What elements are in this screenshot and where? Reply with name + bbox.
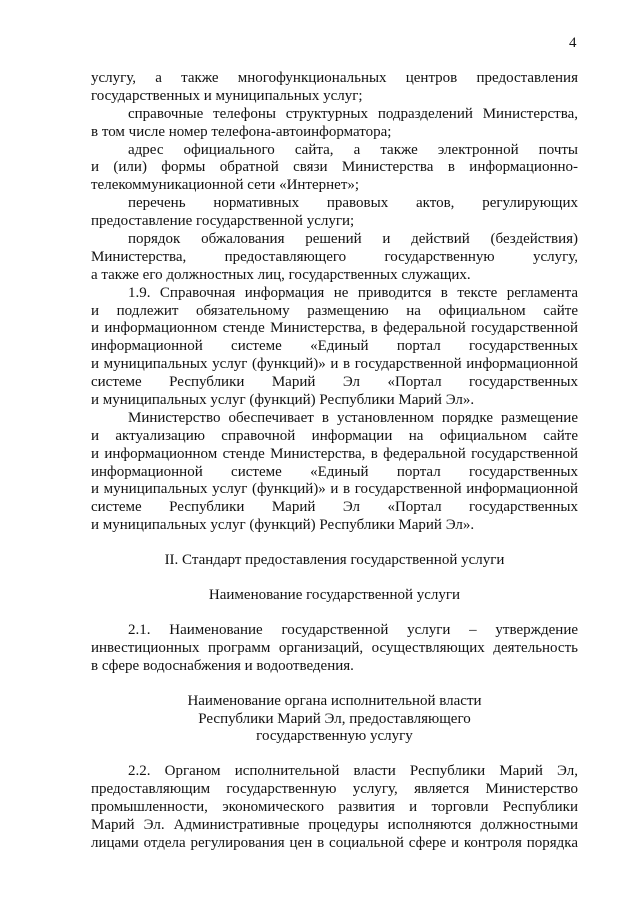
paragraph — [91, 106, 578, 142]
block-spacer — [91, 605, 578, 622]
text-line: 1.9. Справочная информация не приводится в тексте регламента — [128, 284, 578, 301]
text-line: государственных и муниципальных услуг; — [91, 87, 363, 104]
text-line: порядок обжалования решений и действий (бездействия) — [128, 231, 578, 248]
paragraph — [91, 70, 578, 106]
text-line: в сфере водоснабжения и водоотведения. — [91, 657, 354, 674]
document-body — [91, 70, 578, 853]
text-line: и муниципальных услуг (функций)» и в государственной информационной — [91, 356, 578, 373]
paragraph — [91, 142, 578, 196]
paragraph — [91, 195, 578, 231]
paragraph — [91, 622, 578, 676]
text-line: промышленности, экономического развития и торговли Республики — [91, 799, 578, 816]
section-heading — [91, 693, 578, 747]
heading-line: II. Стандарт предоставления государственной услуги — [164, 552, 505, 569]
block-spacer — [91, 570, 578, 587]
text-line: телекоммуникационной сети «Интернет»; — [91, 177, 360, 194]
text-line: услугу, а также многофункциональных центров предоставления — [91, 70, 578, 86]
heading-line: Наименование государственной услуги — [208, 587, 461, 604]
text-line: инвестиционных программ организаций, осуществляющих деятельность — [91, 639, 578, 656]
text-line: информационной системе «Единый портал государственных — [91, 463, 578, 480]
text-line: предоставление государственной услуги; — [91, 213, 355, 230]
block-spacer — [91, 746, 578, 763]
text-line: системе Республики Марий Эл «Портал государственных — [91, 499, 578, 516]
text-line: в том числе номер телефона-автоинформатора; — [91, 123, 392, 140]
text-line: и подлежит обязательному размещению на официальном сайте — [91, 302, 578, 319]
text-line: а также его должностных лиц, государственных служащих. — [91, 266, 471, 283]
heading-line: Наименование органа исполнительной власти — [187, 692, 482, 709]
text-line: информационной системе «Единый портал государственных — [91, 338, 578, 355]
text-line: и муниципальных услуг (функций) Республики Марий Эл». — [91, 392, 475, 409]
text-line: и муниципальных услуг (функций) Республики Марий Эл». — [91, 517, 475, 534]
block-spacer — [91, 676, 578, 693]
text-line: перечень нормативных правовых актов, регулирующих — [128, 195, 578, 212]
paragraph — [91, 410, 578, 535]
paragraph — [91, 763, 578, 852]
text-line: и муниципальных услуг (функций)» и в государственной информационной — [91, 481, 578, 498]
text-line: системе Республики Марий Эл «Портал государственных — [91, 374, 578, 391]
text-line: 2.1. Наименование государственной услуги – утверждение — [128, 621, 578, 638]
text-line: и информационном стенде Министерства, в федеральной государственной — [91, 445, 578, 462]
paragraph — [91, 231, 578, 285]
text-line: и (или) формы обратной связи Министерства в информационно- — [91, 159, 578, 176]
text-line: Марий Эл. Административные процедуры исполняются должностными — [91, 816, 578, 833]
section-heading — [91, 552, 578, 570]
text-line: предоставляющим государственную услугу, является Министерство — [91, 781, 578, 798]
text-line: адрес официального сайта, а также электронной почты — [128, 141, 578, 158]
text-line: и информационном стенде Министерства, в федеральной государственной — [91, 320, 578, 337]
text-line: и актуализацию справочной информации на официальном сайте — [91, 427, 578, 444]
text-line: Министерства, предоставляющего государственную услугу, — [91, 248, 578, 265]
heading-line: государственную услугу — [256, 728, 413, 745]
text-line: Министерство обеспечивает в установленном порядке размещение — [128, 409, 578, 426]
page-number: 4 — [569, 35, 577, 51]
text-line: справочные телефоны структурных подразделений Министерства, — [128, 105, 578, 122]
text-line: 2.2. Органом исполнительной власти Республики Марий Эл, — [128, 763, 578, 780]
paragraph — [91, 285, 578, 410]
section-heading — [91, 587, 578, 605]
heading-line: Республики Марий Эл, предоставляющего — [198, 710, 471, 727]
text-line: лицами отдела регулирования цен в социальной сфере и контроля порядка — [91, 834, 578, 851]
block-spacer — [91, 535, 578, 552]
